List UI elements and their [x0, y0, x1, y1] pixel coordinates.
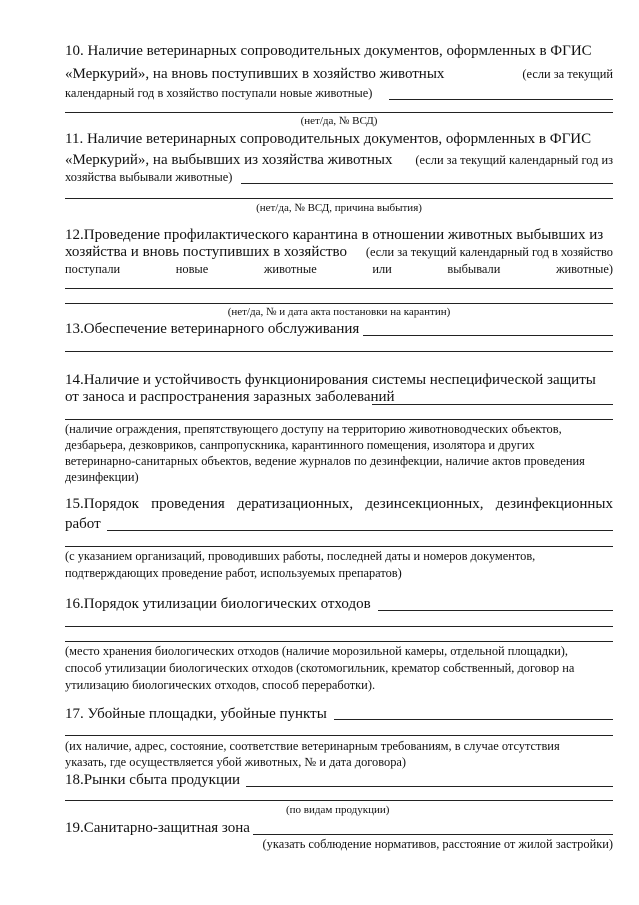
item-14-hint-2: дезбарьера, дезковриков, санпропускника, карантинного помещения, изолятора и других — [65, 438, 535, 452]
item-15-hint-2: подтверждающих проведение работ, используемых препаратов) — [65, 566, 402, 580]
item-12-line3 — [65, 262, 613, 277]
item-15-line1 — [65, 496, 613, 513]
item-17-answer-line-2[interactable] — [65, 735, 613, 736]
item-19-answer-line[interactable] — [253, 834, 613, 835]
item-14-hint-1: (наличие ограждения, препятствующего доступу на территорию животноводческих объектов, — [65, 422, 562, 436]
item-18-answer-line[interactable] — [246, 786, 613, 787]
item-13-answer-line[interactable] — [363, 335, 613, 336]
item-12-line2-small: (если за текущий календарный год в хозяйство — [365, 245, 613, 259]
item-15-hint-1: (с указанием организаций, проводивших работы, последней даты и номеров документов, — [65, 549, 536, 563]
item-10-line1: 10. Наличие ветеринарных сопроводительных документов, оформленных в ФГИС — [65, 43, 592, 59]
item-14-line1: 14.Наличие и устойчивость функционирования системы неспецифической защиты — [65, 372, 596, 388]
item-13-answer-line-2[interactable] — [65, 351, 613, 352]
item-12-word: животные — [263, 262, 317, 276]
item-15-word: дезинфекционных — [495, 496, 613, 512]
item-17-line1: 17. Убойные площадки, убойные пункты — [65, 706, 327, 722]
item-15-line2: работ — [65, 516, 101, 532]
item-11-line2-small: (если за текущий календарный год из — [415, 153, 613, 167]
item-12-answer-line-2[interactable] — [65, 303, 613, 304]
item-12-word: или — [372, 262, 392, 276]
item-18-hint: (по видам продукции) — [286, 804, 390, 816]
item-10-answer-line[interactable] — [389, 99, 613, 100]
item-16-answer-line-3[interactable] — [65, 641, 613, 642]
item-18-answer-line-2[interactable] — [65, 800, 613, 801]
item-12-answer-line[interactable] — [65, 288, 613, 289]
item-10-line3: календарный год в хозяйство поступали новые животные) — [65, 86, 373, 100]
item-15-word: дезинсекционных, — [365, 496, 484, 512]
item-15-word: дератизационных, — [236, 496, 354, 512]
item-14-hint-3: ветеринарно-санитарных объектов, ведение журналов по дезинфекции, наличие актов проведения — [65, 454, 585, 468]
item-15-word: 15.Порядок — [65, 496, 139, 512]
item-11-line2-main: «Меркурий», на выбывших из хозяйства животных — [65, 152, 393, 168]
item-16-answer-line-2[interactable] — [65, 626, 613, 627]
item-12-word: поступали — [65, 262, 121, 276]
item-19-hint: (указать соблюдение нормативов, расстояние от жилой застройки) — [262, 837, 613, 851]
item-10-line2-main: «Меркурий», на вновь поступивших в хозяйство животных — [65, 66, 445, 82]
item-12-line1: 12.Проведение профилактического карантина в отношении животных выбывших из — [65, 227, 604, 243]
item-12-line2-main: хозяйства и вновь поступивших в хозяйство — [65, 244, 348, 260]
item-11-line1: 11. Наличие ветеринарных сопроводительных документов, оформленных в ФГИС — [65, 131, 592, 147]
item-14-hint-4: дезинфекции) — [65, 470, 139, 484]
item-19-line1: 19.Санитарно-защитная зона — [65, 820, 250, 836]
item-16-hint-3: утилизацию биологических отходов, способ переработки). — [65, 678, 376, 692]
item-12-word: животные) — [555, 262, 613, 276]
item-11-line3: хозяйства выбывали животные) — [65, 170, 233, 184]
item-16-line1: 16.Порядок утилизации биологических отходов — [65, 596, 371, 612]
item-17-hint-1: (их наличие, адрес, состояние, соответствие ветеринарным требованиям, в случае отсутствия — [65, 739, 560, 753]
item-17-answer-line[interactable] — [334, 719, 613, 720]
item-11-line2 — [65, 152, 613, 169]
item-18-line1: 18.Рынки сбыта продукции — [65, 772, 241, 788]
item-10-hint: (нет/да, № ВСД) — [300, 115, 378, 127]
item-15-answer-line-2[interactable] — [65, 546, 613, 547]
item-13-line1: 13.Обеспечение ветеринарного обслуживания — [65, 321, 360, 337]
item-14-answer-line[interactable] — [372, 404, 613, 405]
item-16-hint-2: способ утилизации биологических отходов (скотомогильник, крематор собственный, договор на — [65, 661, 575, 675]
item-11-answer-line[interactable] — [241, 183, 613, 184]
item-14-answer-line-2[interactable] — [65, 419, 613, 420]
item-10-line2 — [65, 66, 613, 83]
item-15-answer-line[interactable] — [107, 530, 613, 531]
item-11-hint: (нет/да, № ВСД, причина выбытия) — [256, 202, 422, 214]
item-11-answer-line-2[interactable] — [65, 198, 613, 199]
item-12-line2 — [65, 244, 613, 261]
item-16-hint-1: (место хранения биологических отходов (наличие морозильной камеры, отдельной площадки), — [65, 644, 568, 658]
item-15-word: проведения — [151, 496, 225, 512]
item-14-line2: от заноса и распространения заразных заболеваний — [65, 389, 395, 405]
item-10-answer-line-2[interactable] — [65, 112, 613, 113]
item-12-word: новые — [175, 262, 209, 276]
item-12-hint: (нет/да, № и дата акта постановки на карантин) — [227, 306, 451, 318]
item-17-hint-2: указать, где осуществляется убой животных, № и дата договора) — [65, 755, 407, 769]
item-16-answer-line[interactable] — [378, 610, 613, 611]
item-10-line2-small: (если за текущий — [522, 67, 613, 81]
item-12-word: выбывали — [447, 262, 501, 276]
